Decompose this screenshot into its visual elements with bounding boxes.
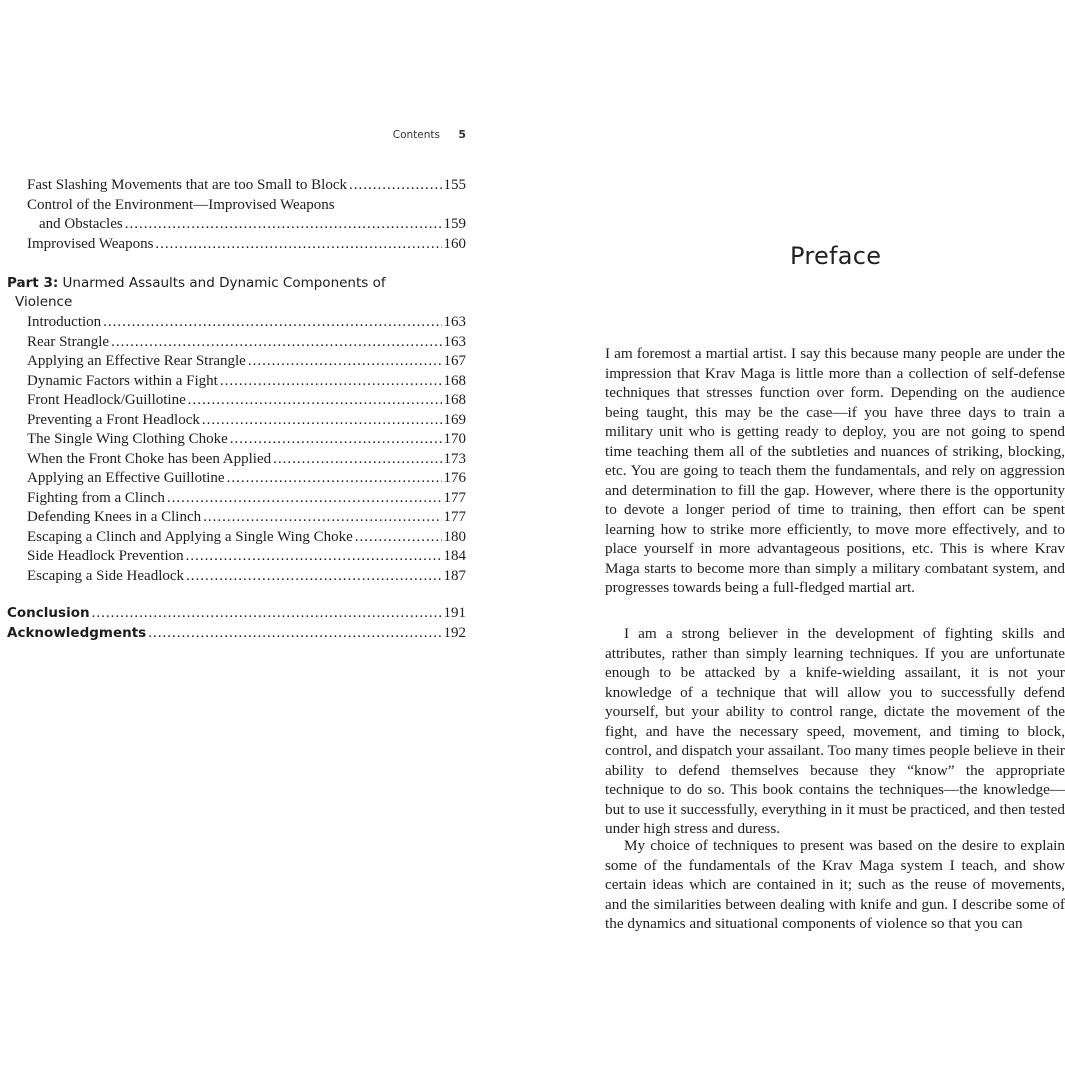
toc-entry-page: 184 [443, 548, 466, 564]
toc-leader [103, 312, 441, 332]
toc-entry-page: 170 [443, 431, 466, 447]
toc-entry[interactable] [27, 175, 466, 195]
part-label: Part 3: [7, 275, 59, 291]
toc-leader [220, 371, 442, 391]
part-title-line1: Unarmed Assaults and Dynamic Components of [62, 275, 386, 291]
toc-entry[interactable] [27, 195, 466, 215]
toc-entry-page: 176 [443, 470, 466, 486]
toc-leader [227, 468, 442, 488]
toc-entry-title: and Obstacles [39, 216, 123, 232]
running-head-label: Contents [392, 129, 440, 141]
toc-entry-page: 177 [443, 489, 466, 506]
toc-entry-page: 173 [443, 450, 466, 467]
toc-entry-page: 192 [443, 625, 466, 641]
toc-entry[interactable] [27, 410, 466, 430]
toc-leader [273, 449, 441, 469]
part-heading[interactable] [7, 274, 427, 312]
toc-entry-page: 155 [443, 177, 466, 193]
toc-entry[interactable] [27, 566, 466, 586]
toc-entry-title: Improvised Weapons [27, 236, 154, 252]
toc-entry[interactable] [27, 332, 466, 352]
page-number: 5 [458, 128, 466, 141]
toc-entry-title: Escaping a Clinch and Applying a Single Wing Choke [27, 528, 353, 545]
toc-entry[interactable] [27, 546, 466, 566]
toc-entry-title: When the Front Choke has been Applied [27, 450, 272, 467]
toc-leader [248, 351, 442, 371]
toc-entry-title: Conclusion [7, 605, 90, 621]
preface-paragraph: I am a strong believer in the development of fighting skills and attributes, rather than simply learning techniques. If you are unfortunate enough to be attacked by a knife-wielding assailant, it is not your knowledge of a technique that will allow you to successfully defend yourself, but your ability to control range, dictate the movement of the fight, and have the necessary speed, movement, and timing to block, control, and dispatch your assailant. Too many times people believe in their ability to defend themselves because they “know” the appropriate technique to do so. This book contains the techniques—the knowledge—but to use it successfully, everything in it must be practiced, and then tested under high stress and duress. [605, 625, 1065, 837]
toc-entry-title: Defending Knees in a Clinch [27, 509, 202, 525]
toc-entry[interactable] [27, 351, 466, 371]
toc-leader [202, 410, 442, 430]
toc-leader [167, 488, 442, 508]
toc-entry[interactable] [27, 488, 466, 508]
toc-entry-page: 167 [443, 353, 466, 369]
toc-entry-title: Side Headlock Prevention [27, 548, 184, 564]
toc-leader [355, 527, 442, 547]
toc-leader [111, 332, 441, 352]
toc-leader [230, 429, 442, 449]
toc-entry-page: 160 [443, 236, 466, 252]
part-title-line2: Violence [15, 294, 73, 310]
contents-page [0, 0, 532, 1065]
toc-leader [186, 566, 441, 586]
toc-entry[interactable] [7, 603, 466, 623]
toc-entry[interactable] [27, 527, 466, 547]
toc-entry-title: Acknowledgments [7, 625, 147, 641]
toc-entry-title: Applying an Effective Rear Strangle [27, 353, 246, 369]
toc-entry-page: 168 [443, 392, 466, 408]
toc-entry[interactable] [27, 234, 466, 254]
toc-entry-title: Preventing a Front Headlock [27, 411, 200, 428]
toc-leader [125, 214, 442, 234]
toc-entry-page: 177 [443, 509, 466, 525]
toc-entry-title: Dynamic Factors within a Fight [27, 372, 218, 389]
toc-entry[interactable] [27, 468, 466, 488]
toc-entry-page: 180 [443, 528, 466, 545]
toc-entry-title: Control of the Environment—Improvised Weapons [27, 197, 335, 213]
toc-entry-title: Front Headlock/Guillotine [27, 392, 186, 408]
toc-entry-page: 159 [443, 216, 466, 232]
toc-entry-title: Applying an Effective Guillotine [27, 470, 225, 486]
toc-entry[interactable] [27, 429, 466, 449]
toc-entry-page: 191 [443, 605, 466, 621]
toc-entry[interactable] [27, 390, 466, 410]
toc-entry-title: Introduction [27, 314, 102, 330]
toc-entry[interactable] [7, 623, 466, 643]
toc-entry-page: 169 [443, 411, 466, 428]
toc-entry-title: Fighting from a Clinch [27, 489, 165, 506]
toc-leader [349, 175, 442, 195]
toc-leader [148, 623, 441, 643]
toc-entry-page: 163 [443, 314, 466, 330]
preface-paragraph: My choice of techniques to present was based on the desire to explain some of the fundamentals of the Krav Maga system I teach, and show certain ideas which are contained in it; such as the reuse of movements, and the similarities between dealing with knife and gun. I describe some of the dynamics and situational components of violence so that you can [605, 837, 1065, 932]
toc-entry-title: Fast Slashing Movements that are too Small to Block [27, 177, 347, 193]
toc-leader [186, 546, 442, 566]
preface-title: Preface [790, 242, 882, 270]
toc-leader [203, 507, 441, 527]
toc-entry[interactable] [27, 449, 466, 469]
toc-leader [155, 234, 441, 254]
toc-leader [188, 390, 442, 410]
toc-entry[interactable] [27, 312, 466, 332]
toc-entry-page: 187 [443, 567, 466, 584]
toc-entry-title: Escaping a Side Headlock [27, 567, 185, 584]
toc-entry[interactable] [39, 214, 466, 234]
toc-entry-page: 163 [443, 333, 466, 350]
running-head [0, 128, 466, 141]
toc-entry[interactable] [27, 507, 466, 527]
toc-entry[interactable] [27, 371, 466, 391]
toc-leader [92, 603, 442, 623]
toc-entry-page: 168 [443, 372, 466, 389]
toc-entry-title: The Single Wing Clothing Choke [27, 431, 228, 447]
toc-entry-title: Rear Strangle [27, 333, 110, 350]
preface-paragraph: I am foremost a martial artist. I say this because many people are under the impression that Krav Maga is little more than a collection of self-defense techniques that stresses function over form. Depending on the audience being taught, this may be the case—if you have three days to train a military unit who is getting ready to deploy, you are not going to spend time teaching them all of the subtleties and nuances of striking, blocking, etc. You are going to teach them the fundamentals, and rely on aggression and determination to fill the gap. However, where there is the opportunity to devote a longer period of time to training, then effort can be spent learning how to strike more efficiently, to move more effectively, and to place yourself in more advantageous positions, etc. This is where Krav Maga starts to become more than simply a military combatant system, and progresses towards being a full-fledged martial art. [605, 345, 1065, 596]
